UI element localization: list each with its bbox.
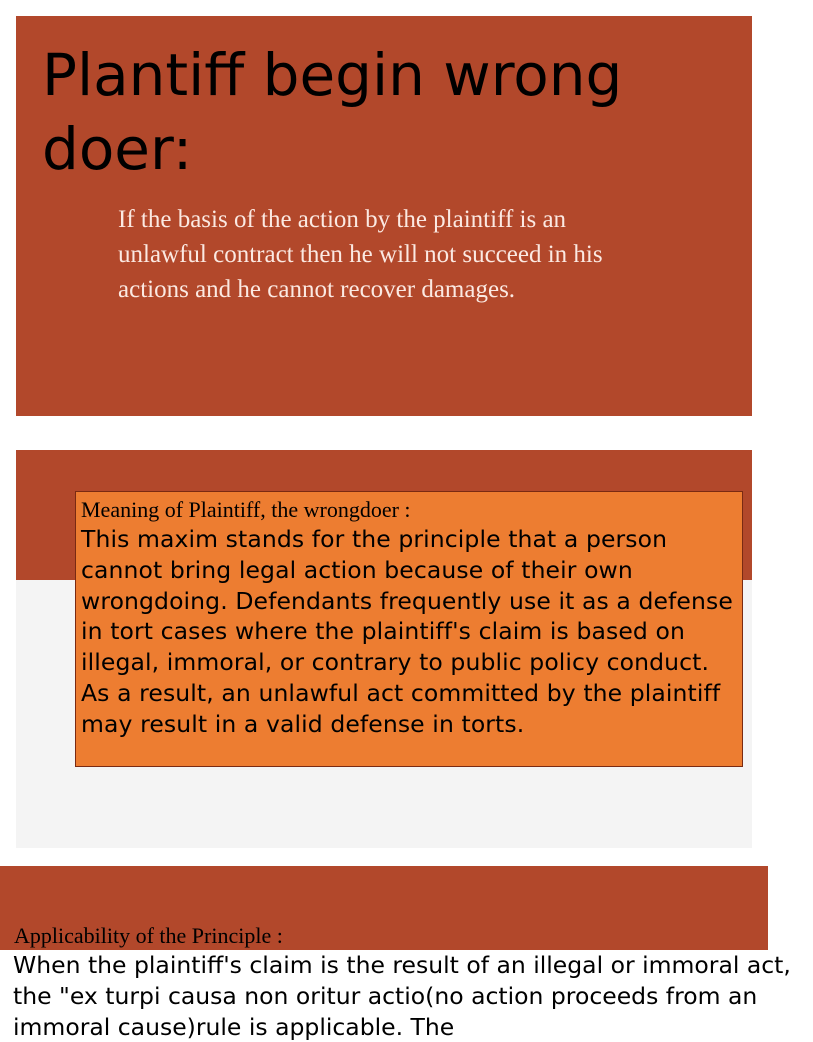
meaning-body-text: This maxim stands for the principle that a person cannot bring legal action because of their own wrongdoing. Defendants frequently use it as a defense in tort cases where the plaintiff's claim is based on illegal, immoral, or contrary to public policy conduct. As a result, an unlawful act committed by the plaintiff may result in a valid defense in torts. — [81, 525, 733, 738]
slide-applicability — [0, 866, 791, 1041]
applicability-body-text: When the plaintiff's claim is the result of an illegal or immoral act, the "ex turpi causa non oritur actio(no action proceeds from an immoral cause)rule is applicable. The — [13, 951, 791, 1041]
meaning-heading: Meaning of Plaintiff, the wrongdoer : — [81, 497, 411, 522]
meaning-callout-box — [75, 491, 743, 767]
slide-plaintiff-wrongdoer — [16, 16, 752, 416]
slide-title: Plantiff begin wrong doer: — [42, 41, 623, 183]
slide-body-text: If the basis of the action by the plaintiff is an unlawful contract then he will not succeed in his actions and he cannot recover damages. — [118, 206, 603, 303]
applicability-heading: Applicability of the Principle : — [14, 923, 283, 948]
slide-meaning — [16, 450, 752, 848]
